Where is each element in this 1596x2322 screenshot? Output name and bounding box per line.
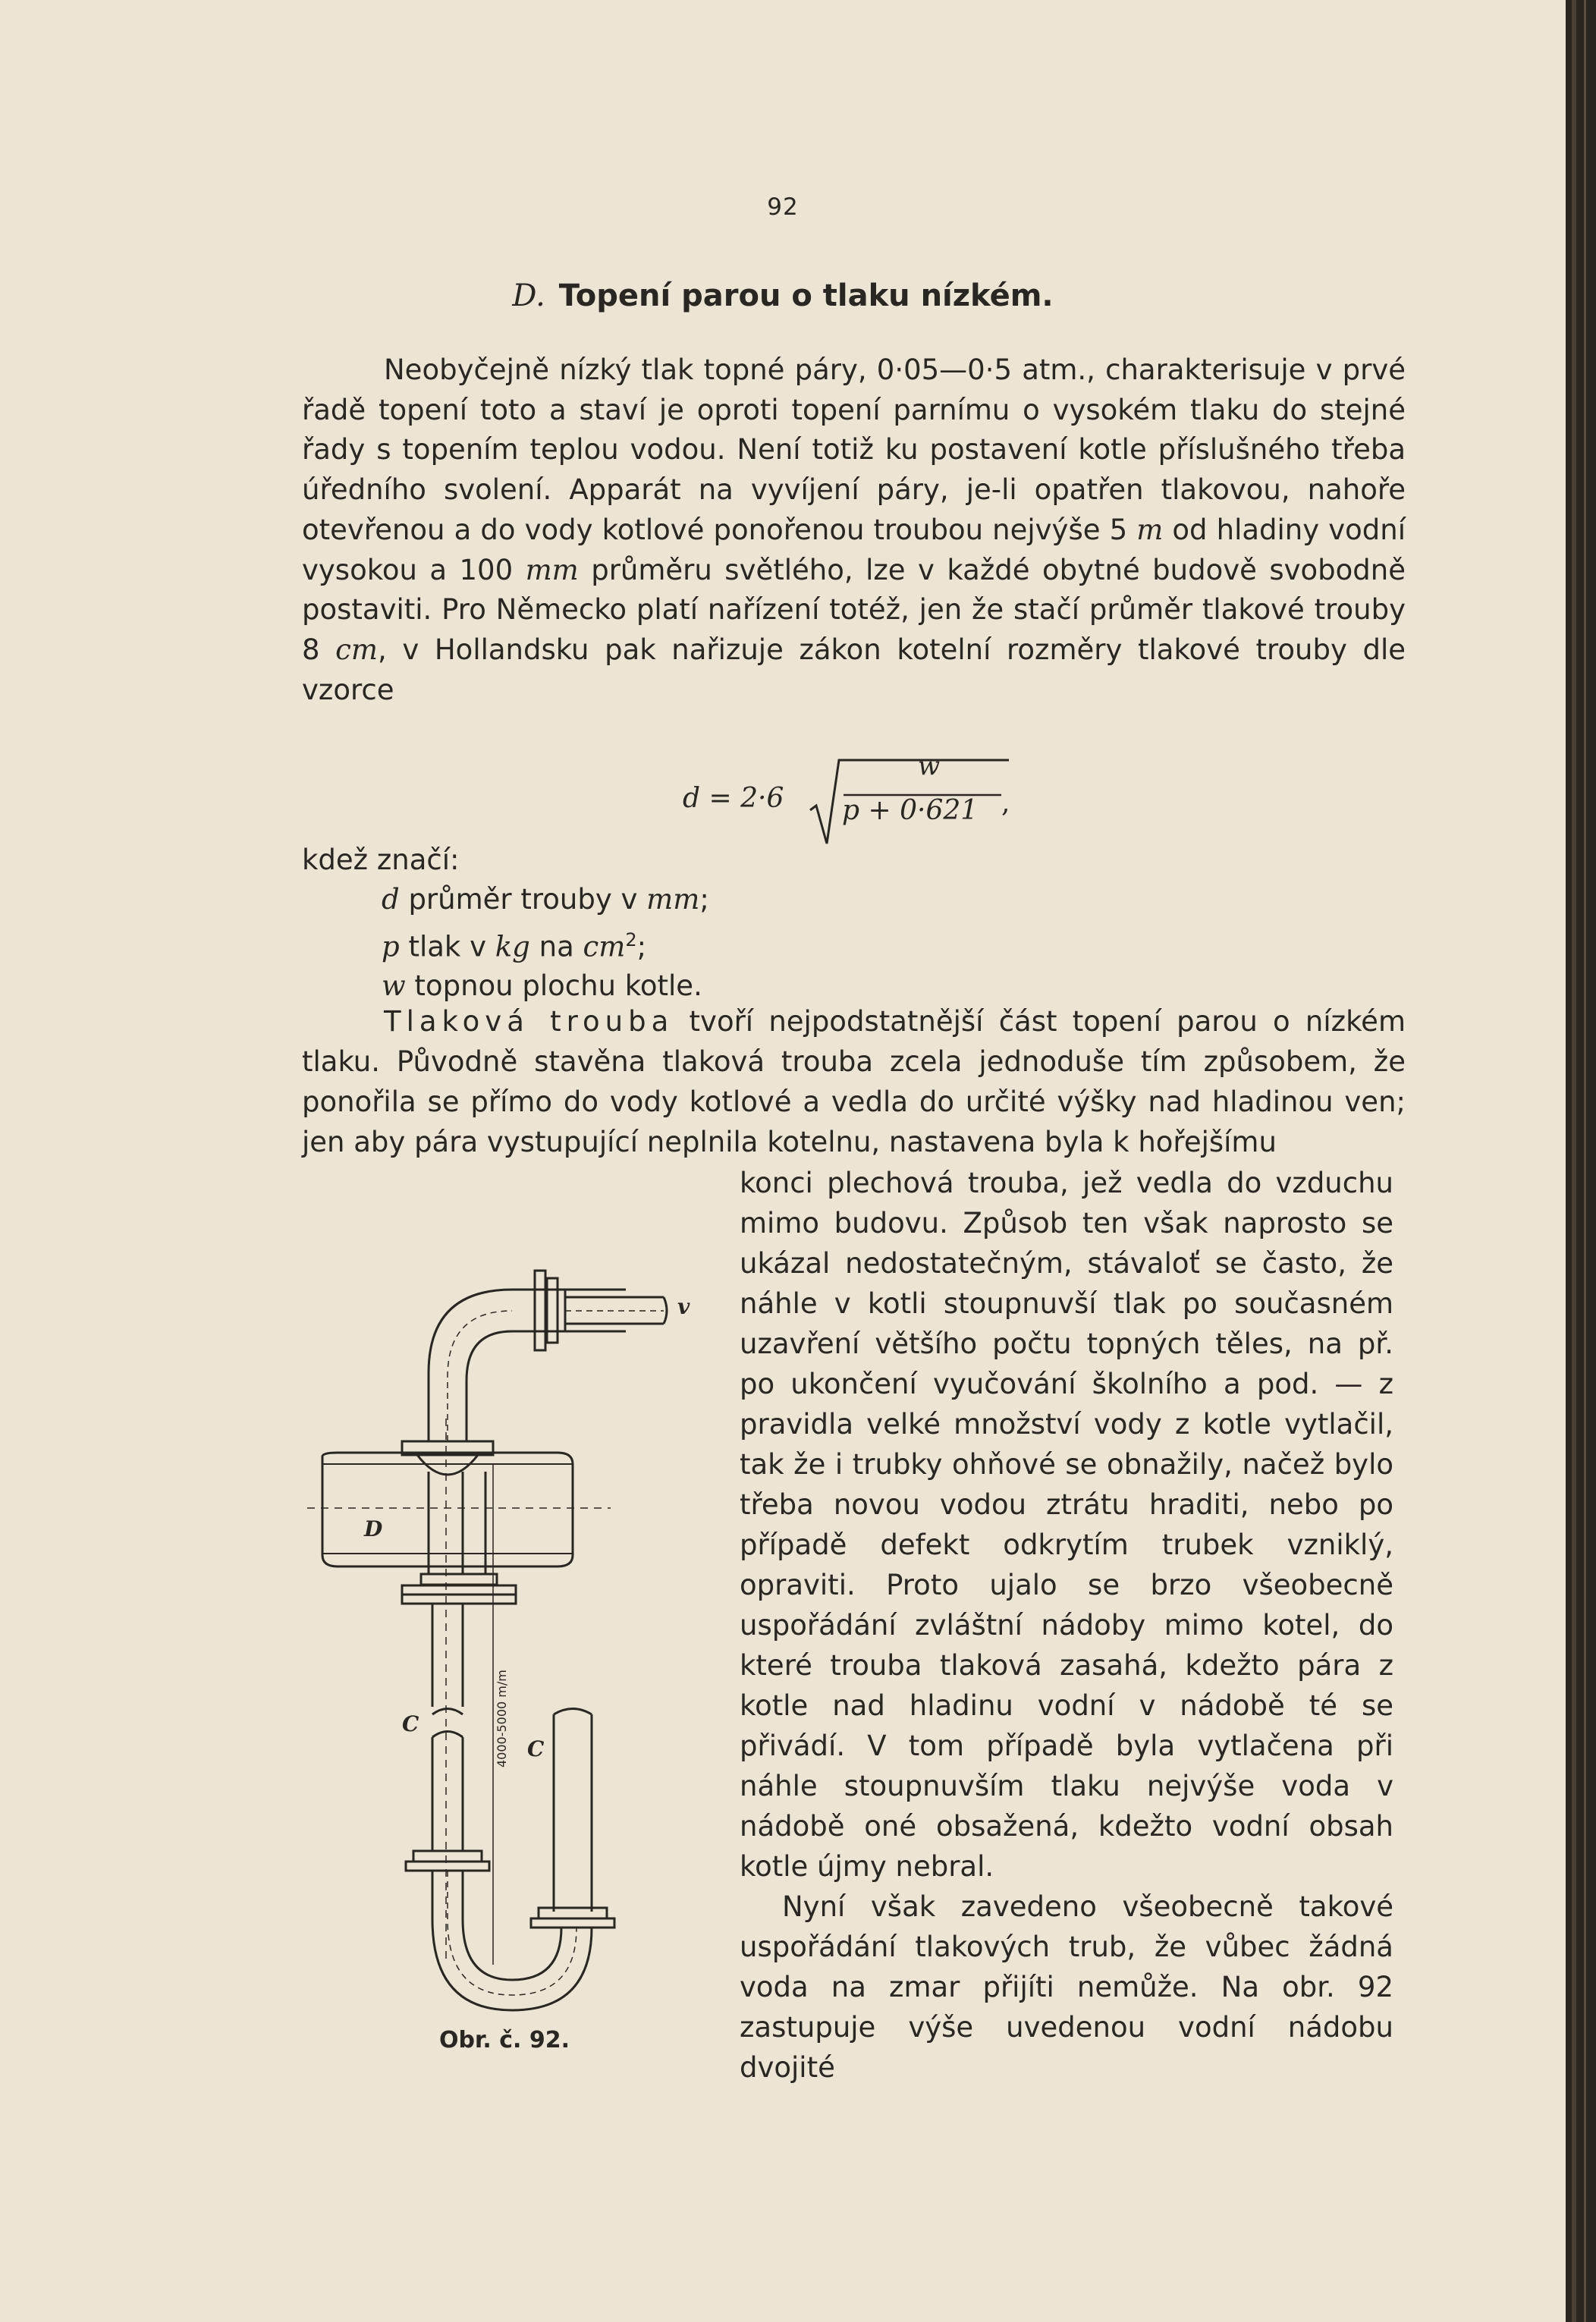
label-c-left: C xyxy=(402,1711,419,1736)
text-run: Nyní však zavedeno všeobecně takové uspořádání tlakových trub, že vůbec žádná voda na zmar přijíti nemůže. Na obr. 92 zastupuje výše uvedenou vodní nádobu dvojité xyxy=(740,1890,1393,2084)
text-run: tvoří nejpodstatnější část topení parou o nízkém tlaku. Původně stavěna tlaková trouba zcela jednoduše tím způsobem, že ponořila se přímo do vody kotlové a vedla do určité výšky nad hladinou ven; jen aby pára vystupující neplnila kotelnu, nastavena byla k hořejšímu xyxy=(302,1005,1406,1158)
text-run: , v Hollandsku pak nařizuje zákon kotelní rozměry tlakové trouby dle vzorce xyxy=(302,633,1406,706)
superscript: 2 xyxy=(625,928,637,950)
figure-92 xyxy=(307,1191,702,2041)
spaced-term: Tlaková trouba xyxy=(384,1005,674,1038)
definition-item xyxy=(382,966,709,1007)
symbol: d xyxy=(382,883,400,916)
formula-comma: , xyxy=(1001,787,1010,819)
text-run: průměru světlého, lze v každé obytné budově svobodně postaviti. Pro Německo platí nařízení totéž, jen že stačí průměr tlakové trouby 8 xyxy=(302,553,1406,666)
symbol: w xyxy=(382,969,406,1003)
book-spine-edge xyxy=(1566,0,1596,2322)
text-run: Neobyčejně nízký tlak topné páry, 0·05—0·5 atm., charakterisuje v prvé řadě topení toto a staví je oproti topení parnímu o vysokém tlaku do stejné řady s topením teplou vodou. Není totiž ku postavení kotle příslušného třeba úředního svolení. Apparát na vyvíjení páry, je-li opatřen tlakovou, nahoře otevřenou a do vody kotlové ponořenou troubou nejvýše 5 xyxy=(302,353,1406,546)
unit-m: m xyxy=(1136,513,1164,546)
spine-line xyxy=(1584,0,1586,2322)
dimension-label: 4000-5000 m/m xyxy=(495,1670,509,1767)
figure-caption: Obr. č. 92. xyxy=(438,2027,570,2053)
formula-denominator: p + 0·621 xyxy=(842,795,979,826)
definitions-list xyxy=(382,880,709,1007)
paragraph-intro xyxy=(302,350,1406,710)
spine-line xyxy=(1572,0,1576,2322)
text-run: tlak v xyxy=(399,929,495,963)
paragraph-pressure-pipe xyxy=(302,1001,1406,1162)
text-run: od hladiny vodní vysokou a 100 xyxy=(302,513,1406,586)
text-run: průměr trouby v xyxy=(399,883,647,916)
unit: cm xyxy=(583,929,626,963)
section-letter: D. xyxy=(512,278,545,313)
paragraph-side-column xyxy=(740,1163,1393,2088)
unit-mm: mm xyxy=(525,553,579,586)
page-number: 92 xyxy=(767,193,799,221)
section-heading xyxy=(0,278,1566,313)
formula-lhs: d = 2·6 xyxy=(683,783,784,814)
text-run: na xyxy=(529,929,583,963)
definitions-intro: kdež značí: xyxy=(302,844,460,876)
pressure-pipe-diagram xyxy=(307,1191,702,2041)
label-c-right: C xyxy=(527,1736,545,1761)
text-run: topnou plochu kotle. xyxy=(405,969,702,1003)
unit: kg xyxy=(495,929,530,963)
unit: mm xyxy=(646,883,700,916)
symbol: p xyxy=(382,929,400,963)
label-v: v xyxy=(677,1294,690,1319)
definition-item xyxy=(382,880,709,920)
formula xyxy=(683,751,1047,850)
section-title: Topení parou o tlaku nízkém. xyxy=(558,278,1054,313)
punct: ; xyxy=(636,929,647,963)
label-d: D xyxy=(364,1516,383,1541)
punct: ; xyxy=(699,883,709,916)
text-run: konci plechová trouba, jež vedla do vzduchu mimo budovu. Způsob ten však naprosto se ukázal nedostatečným, stávaloť se často, že náhle v kotli stoupnuvší tlak po současném uzavření většího počtu topných těles, na př. po ukončení vyučování školního a pod. — z pravidla velké množství vody z kotle vytlačil, tak že i trubky ohňové se obnažily, načež bylo třeba novou vodou ztrátu hraditi, nebo po případě defekt odkrytím trubek vzniklý, opraviti. Proto ujalo se brzo všeobecně uspořádání zvláštní nádoby mimo kotel, do které trouba tlaková zasahá, kdežto pára z kotle nad hladinu vodní v nádobě té se přivádí. V tom případě byla vytlačena při náhle stoupnuvším tlaku nejvýše voda v nádobě oné obsažená, kdežto vodní obsah kotle újmy nebral. xyxy=(740,1167,1393,1883)
definition-item xyxy=(382,920,709,967)
formula-numerator: w xyxy=(918,751,941,781)
unit-cm: cm xyxy=(335,633,378,666)
